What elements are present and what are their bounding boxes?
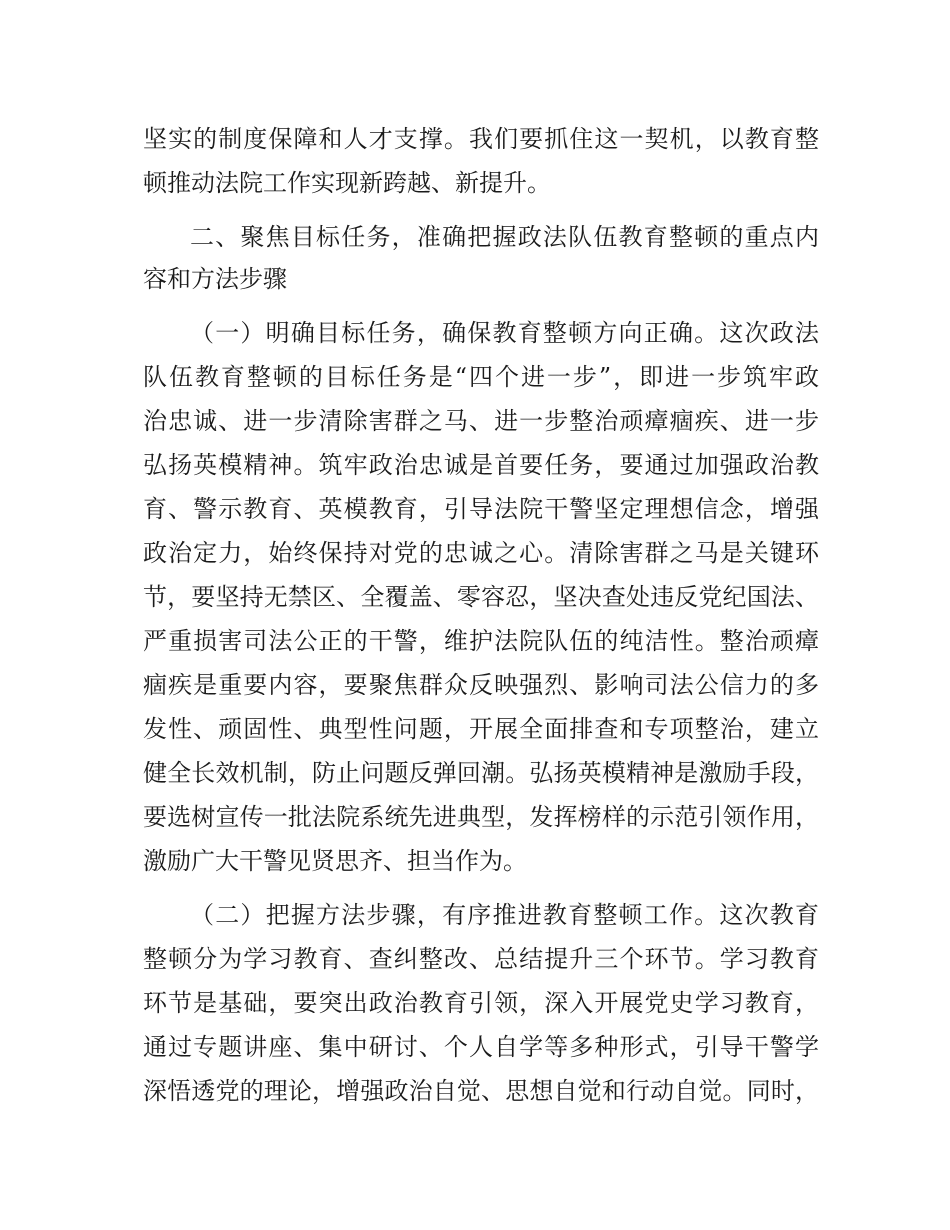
section-heading: 容和方法步骤 [143,265,287,293]
text-line: 坚实的制度保障和人才支撑。我们要抓住这一契机，以教育整 [143,125,819,153]
text-line: 整顿分为学习教育、查纠整改、总结提升三个环节。学习教育 [143,945,819,973]
text-line: 要选树宣传一批法院系统先进典型，发挥榜样的示范引领作用， [143,803,819,831]
text-line: 育、警示教育、英模教育，引导法院干警坚定理想信念，增强 [143,495,819,523]
text-line: 顿推动法院工作实现新跨越、新提升。 [143,169,551,197]
text-line: 通过专题讲座、集中研讨、个人自学等多种形式，引导干警学 [143,1033,819,1061]
text-line: 痼疾是重要内容，要聚焦群众反映强烈、影响司法公信力的多 [143,671,819,699]
text-line: 发性、顽固性、典型性问题，开展全面排查和专项整治，建立 [143,715,819,743]
text-line: 队伍教育整顿的目标任务是“四个进一步”，即进一步筑牢政 [143,363,819,391]
text-line: （二）把握方法步骤，有序推进教育整顿工作。这次教育 [190,901,819,929]
text-line: 环节是基础，要突出政治教育引领，深入开展党史学习教育， [143,989,819,1017]
section-heading: 二、聚焦目标任务，准确把握政法队伍教育整顿的重点内 [190,223,819,251]
text-line: 健全长效机制，防止问题反弹回潮。弘扬英模精神是激励手段， [143,759,819,787]
text-line: 治忠诚、进一步清除害群之马、进一步整治顽瘴痼疾、进一步 [143,407,819,435]
text-line: 政治定力，始终保持对党的忠诚之心。清除害群之马是关键环 [143,539,819,567]
text-line: 激励广大干警见贤思齐、担当作为。 [143,847,527,875]
text-line: 深悟透党的理论，增强政治自觉、思想自觉和行动自觉。同时， [143,1077,819,1105]
text-line: 弘扬英模精神。筑牢政治忠诚是首要任务，要通过加强政治教 [143,451,819,479]
text-line: （一）明确目标任务，确保教育整顿方向正确。这次政法 [190,319,819,347]
text-line: 严重损害司法公正的干警，维护法院队伍的纯洁性。整治顽瘴 [143,627,819,655]
text-line: 节，要坚持无禁区、全覆盖、零容忍，坚决查处违反党纪国法、 [143,583,819,611]
